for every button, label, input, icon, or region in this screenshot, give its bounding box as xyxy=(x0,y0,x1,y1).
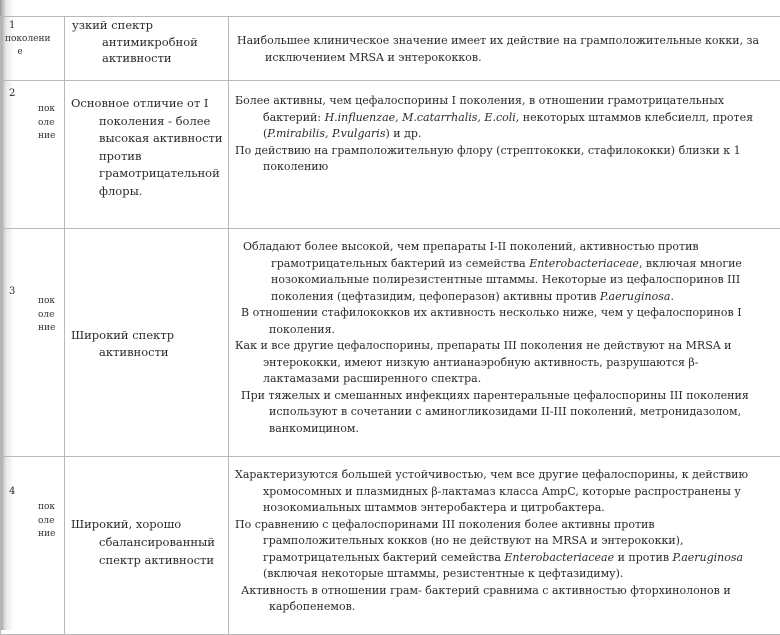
cephalosporin-generations-table xyxy=(0,16,780,635)
description-paragraph: Характеризуются большей устойчивостью, чем все другие цефалоспорины, к действию хромосомных и плазмидных β-лактамаз класса AmpC, которые распространены у нозокомиальных штаммов энтеробактера и цитробактера. xyxy=(233,467,780,517)
generation-number: 2 xyxy=(1,81,64,101)
description-paragraph: По действию на грамположительную флору (стрептококки, стафилококки) близки к 1 поколению xyxy=(233,143,780,176)
description-paragraph: Как и все другие цефалоспорины, препараты III поколения не действуют на MRSA и энтерококки, имеют низкую антианаэробную активность, разрушаются β-лактамазами расширенного спектра. xyxy=(233,338,780,388)
description-cell xyxy=(229,81,780,229)
spectrum-text: Широкий, хорошо сбалансированный спектр активности xyxy=(65,457,228,569)
description-cell xyxy=(229,229,780,457)
spectrum-cell xyxy=(65,17,229,81)
description-paragraph: При тяжелых и смешанных инфекциях парентеральные цефалоспорины III поколения используют в сочетании с аминогликозидами II-III поколений, метронидазолом, ванкомицином. xyxy=(239,388,780,438)
spectrum-cell xyxy=(65,229,229,457)
description-paragraph xyxy=(233,93,780,143)
table-row xyxy=(1,17,780,81)
description-paragraph xyxy=(241,239,780,305)
description-cell xyxy=(229,17,780,81)
spectrum-cell xyxy=(65,457,229,635)
table-row xyxy=(1,457,780,635)
table-row xyxy=(1,229,780,457)
spectrum-text: Широкий спектр активности xyxy=(65,229,228,360)
description-cell xyxy=(229,457,780,635)
generation-number: 4 xyxy=(1,457,64,499)
generation-word: поколени е xyxy=(1,33,35,59)
paragraph-text: По сравнению с цефалоспоринами III поколения более активны против грамположительных кокков (но не действуют на MRSA и энтерококки), грамотрицательных бактерий семейства Enterobacteriaceae и против P.aeruginosa (включая некоторые штаммы, резистентные к цефтазидиму). xyxy=(235,518,743,581)
generation-word: пок оле ние xyxy=(1,295,60,336)
generation-number: 1 xyxy=(1,17,64,33)
description-paragraph: В отношении стафилококков их активность несколько ниже, чем у цефалоспоринов I поколения. xyxy=(239,305,780,338)
generation-cell xyxy=(1,457,65,635)
spectrum-text: Основное отличие от I поколения - более высокая активности против грамотрицательной флоры. xyxy=(65,81,228,200)
spectrum-cell xyxy=(65,81,229,229)
paragraph-text: Обладают более высокой, чем препараты I-II поколений, активностью против грамотрицательных бактерий из семейства Enterobacteriaceae, включая многие нозокомиальные полирезистентные штаммы. Некоторые из цефалоспоринов III поколения (цефтазидим, цефоперазон) активны против P.aeruginosa. xyxy=(243,240,742,303)
paragraph-text: Более активны, чем цефалоспорины I поколения, в отношении грамотрицательных бактерий: H.influenzae, M.catarrhalis, E.coli, некоторых штаммов клебсиелл, протея (P.mirabilis, P.vulgaris) и др. xyxy=(235,94,753,140)
generation-number: 3 xyxy=(1,229,64,299)
spectrum-text: узкий спектр антимикробной активности xyxy=(65,17,228,67)
description-paragraph: Активность в отношении грам- бактерий сравнима с активностью фторхинолонов и карбопенемов. xyxy=(239,583,780,616)
description-paragraph xyxy=(233,517,780,583)
table-row xyxy=(1,81,780,229)
generation-word: пок оле ние xyxy=(1,103,60,144)
generation-cell xyxy=(1,81,65,229)
description-paragraph: Наибольшее клиническое значение имеет их действие на грамположительные кокки, за исключением MRSA и энтерококков. xyxy=(233,33,780,66)
generation-word: пок оле ние xyxy=(1,501,60,542)
generation-cell xyxy=(1,17,65,81)
generation-cell xyxy=(1,229,65,457)
